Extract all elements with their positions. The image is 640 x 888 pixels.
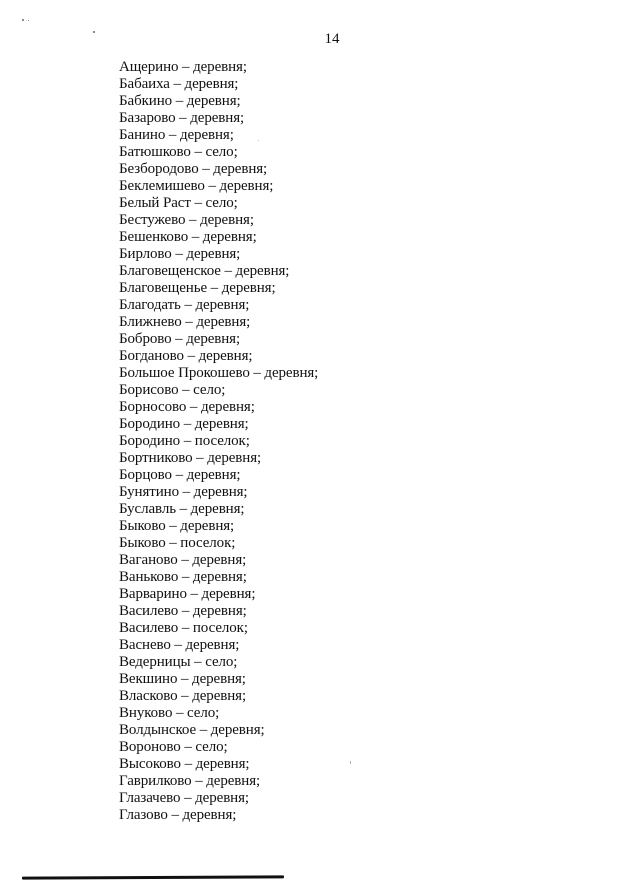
settlement-entry: Василево – поселок; <box>119 620 248 636</box>
settlement-entry: Высоково – деревня; <box>119 756 250 772</box>
settlement-entry: Василево – деревня; <box>119 603 247 619</box>
settlement-entry: Ведерницы – село; <box>119 654 238 670</box>
settlement-entry: Варварино – деревня; <box>119 586 256 602</box>
settlement-entry: Борцово – деревня; <box>119 467 241 483</box>
settlement-entry: Ащерино – деревня; <box>119 59 247 75</box>
settlement-entry: Бешенково – деревня; <box>119 229 257 245</box>
scan-speck <box>22 19 24 21</box>
page-number: 14 <box>324 31 340 47</box>
settlement-list <box>119 59 318 824</box>
settlement-entry: Большое Прокошево – деревня; <box>119 365 319 381</box>
settlement-entry: Буславль – деревня; <box>119 501 245 517</box>
settlement-entry: Безбородово – деревня; <box>119 161 268 177</box>
settlement-entry: Ближнево – деревня; <box>119 314 251 330</box>
settlement-entry: Ваньково – деревня; <box>119 569 247 585</box>
settlement-entry: Банино – деревня; <box>119 127 234 143</box>
scan-speck <box>28 20 29 21</box>
settlement-entry: Бабкино – деревня; <box>119 93 241 109</box>
settlement-entry: Бородино – деревня; <box>119 416 249 432</box>
settlement-entry: Богданово – деревня; <box>119 348 253 364</box>
settlement-entry: Глазачево – деревня; <box>119 790 249 806</box>
bottom-rule <box>22 875 284 879</box>
settlement-entry: Внуково – село; <box>119 705 220 721</box>
settlement-entry: Боброво – деревня; <box>119 331 241 347</box>
settlement-entry: Базарово – деревня; <box>119 110 245 126</box>
settlement-entry: Бунятино – деревня; <box>119 484 248 500</box>
settlement-entry: Белый Раст – село; <box>119 195 238 211</box>
settlement-entry: Бабаиха – деревня; <box>119 76 239 92</box>
settlement-entry: Благовещенье – деревня; <box>119 280 276 296</box>
settlement-entry: Глазово – деревня; <box>119 807 237 823</box>
settlement-entry: Васнево – деревня; <box>119 637 240 653</box>
settlement-entry: Батюшково – село; <box>119 144 238 160</box>
settlement-entry: Беклемишево – деревня; <box>119 178 274 194</box>
settlement-entry: Бортниково – деревня; <box>119 450 262 466</box>
settlement-entry: Борисово – село; <box>119 382 226 398</box>
settlement-entry: Векшино – деревня; <box>119 671 246 687</box>
settlement-entry: Бестужево – деревня; <box>119 212 254 228</box>
settlement-entry: Благовещенское – деревня; <box>119 263 290 279</box>
settlement-entry: Бирлово – деревня; <box>119 246 241 262</box>
settlement-entry: Вороново – село; <box>119 739 228 755</box>
scan-speck <box>350 761 351 764</box>
settlement-entry: Ваганово – деревня; <box>119 552 247 568</box>
settlement-entry: Волдынское – деревня; <box>119 722 265 738</box>
settlement-entry: Борносово – деревня; <box>119 399 255 415</box>
settlement-entry: Бородино – поселок; <box>119 433 250 449</box>
settlement-entry: Власково – деревня; <box>119 688 247 704</box>
settlement-entry: Гаврилково – деревня; <box>119 773 261 789</box>
settlement-entry: Быково – деревня; <box>119 518 235 534</box>
settlement-entry: Благодать – деревня; <box>119 297 250 313</box>
settlement-entry: Быково – поселок; <box>119 535 236 551</box>
